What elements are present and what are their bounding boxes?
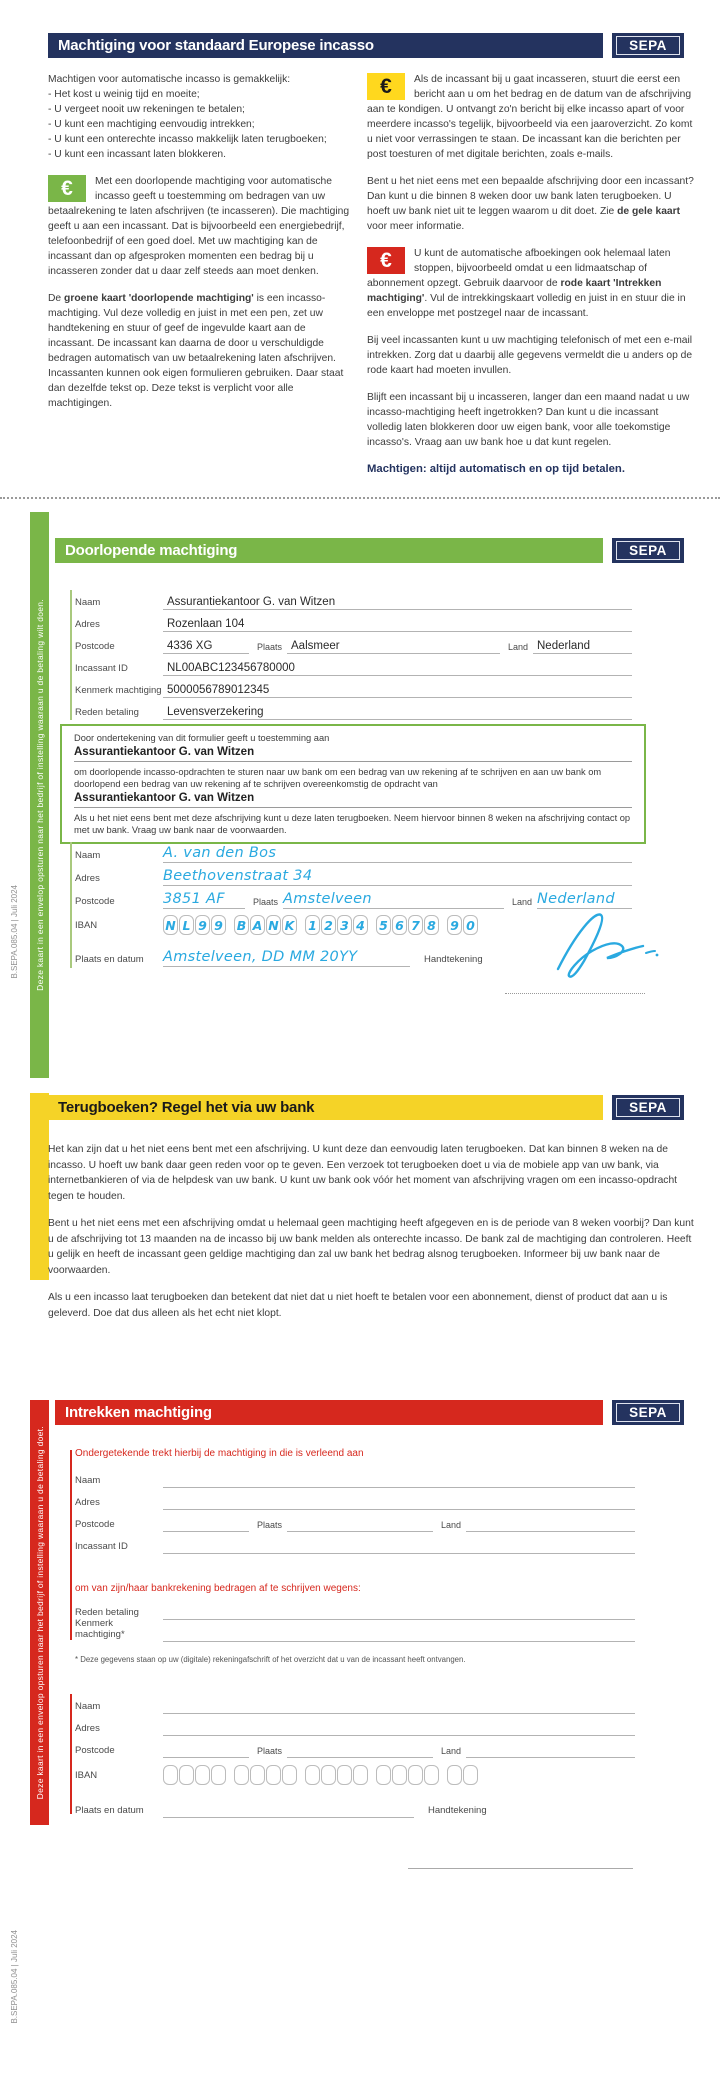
iban-cell[interactable]: L [179,915,194,935]
creditor-postcode-field[interactable]: 4336 XG [163,640,249,654]
withdraw-debtor-naam-field[interactable] [163,1712,635,1714]
euro-icon-green: € [48,175,86,202]
iban-group[interactable] [163,915,227,935]
creditor-land-field[interactable]: Nederland [533,640,632,654]
consent-box: Door ondertekening van dit formulier geeft u toestemming aan Assurantiekantoor G. van Witzen om doorlopende incasso-opdrachten te sturen naar uw bank om een bedrag van uw rekening af te schrijven en aan uw bank om doorlopend een bedrag van uw rekening af te schrijven overeenkomstig de opdracht van Assurantiekantoor G. van Witzen Als u het niet eens bent met deze afschrijving kunt u deze laten terugboeken. Neem hiervoor binnen 8 weken na afschrijving contact op met uw bank. Vraag uw bank naar de voorwaarden. [60,724,646,844]
terugboeken-title-bar [48,1095,603,1120]
paragraph-green-euro: € Met een doorlopende machtiging voor automatische incasso geeft u toestemming om bedragen van uw betaalrekening te laten afschrijven (te incasseren). Die machtiging geeft u aan een incassant. Dat is bijvoorbeeld een energiebedrijf, telefoonbedrijf of een goed doel. Met uw machtiging kan de incassant dan op afgesproken momenten een bedrag bij u incasseren zonder dat u daar zelf steeds aan moet denken. [48,176,350,277]
iban-cell[interactable]: 7 [408,915,423,935]
withdraw-reason-form [75,1598,635,1642]
field-group-rule [70,842,72,968]
iban-cell[interactable] [321,1765,336,1785]
paragraph-yellow-euro: € Als de incassant bij u gaat incasseren, stuurt die eerst een bericht aan u om het bedrag en de datum van de afschrijving aan te kondigen. U ontvangt zo'n bericht bij elke incasso apart of voor meerdere incasso's tegelijk, bijvoorbeeld via een jaaroverzicht. Zo komt u niet voor verrassingen te staan. De incassant kan die berichten per post toesturen of met digitale berichten, zoals e-mails. [367,74,693,160]
iban-cell[interactable]: 3 [337,915,352,935]
sepa-logo: SEPA [612,1400,684,1425]
field-row-adres: Adres [75,1714,635,1736]
field-row-postcode: Postcode Plaats Land [75,1510,635,1532]
creditor-reden-field[interactable]: Levensverzekering [163,706,632,720]
consent-company: Assurantiekantoor G. van Witzen [74,745,632,762]
euro-icon-yellow: € [367,73,405,100]
iban-cell[interactable] [195,1765,210,1785]
bullet-item: - U vergeet nooit uw rekeningen te betalen; [48,104,245,115]
withdraw-signature-line[interactable] [408,1868,633,1869]
field-row-naam: Naam [75,1466,635,1488]
paragraph: Het kan zijn dat u het niet eens bent met een afschrijving. U kunt deze dan eenvoudig laten terugboeken. Dat kan binnen 8 weken na de incasso. U hoeft uw bank daar geen reden voor op te geven. Een verzoek tot terugboeken doet u via de mobiele app van uw bank, via internetbankieren of via de helpdesk van uw bank. U kunt uw bank ook vóór het moment van afschrijving vragen om een incasso-opdracht tegen te houden. [48,1144,678,1202]
intrekken-intro: Ondergetekende trekt hierbij de machtiging in die is verleend aan [75,1448,364,1459]
iban-group[interactable] [163,1765,227,1785]
field-row-plaats-datum: Plaats en datum Handtekening [75,1805,487,1816]
withdraw-plaats-datum-field[interactable] [163,1816,414,1818]
closing-line: Machtigen: altijd automatisch en op tijd betalen. [367,463,625,475]
iban-cell[interactable] [376,1765,391,1785]
intro-right-column [367,72,695,477]
field-row-iban: IBAN N L 9 9 B A N K 1 2 3 4 5 6 7 8 9 0 [75,909,632,941]
iban-group[interactable] [376,1765,440,1785]
field-row-naam: Naam [75,1692,635,1714]
withdraw-debtor-land-field[interactable] [466,1756,635,1758]
withdraw-debtor-postcode-field[interactable] [163,1756,249,1758]
withdraw-adres-field[interactable] [163,1508,635,1510]
iban-group[interactable] [234,1765,298,1785]
creditor-adres-field[interactable]: Rozenlaan 104 [163,618,632,632]
withdraw-incassant-id-field[interactable] [163,1552,635,1554]
creditor-plaats-field[interactable]: Aalsmeer [287,640,500,654]
iban-cell[interactable]: 1 [305,915,320,935]
iban-cell[interactable]: 8 [424,915,439,935]
iban-group[interactable] [305,1765,369,1785]
paragraph-telefonisch: Bij veel incassanten kunt u uw machtiging telefonisch of met een e-mail intrekken. Zorg dat u daarbij alle gegevens vermeldt die u anders op de rode kaart had moeten invullen. [367,335,693,376]
withdraw-debtor-form [75,1692,635,1818]
intro-left-column [48,72,350,423]
signature[interactable] [550,903,660,991]
field-group-rule [70,1694,72,1814]
side-strip-green [30,512,49,1078]
paragraph-red-euro: € U kunt de automatische afboekingen ook helemaal laten stoppen, bijvoorbeeld omdat u een lidmaatschap of abonnement opzegt. Gebruik daarvoor de rode kaart 'Intrekken machtiging'. Vul de intrekkingskaart volledig en juist in en stuur die in een enveloppe met postzegel naar de incassant. [367,248,686,319]
iban-cell[interactable]: N [266,915,281,935]
withdraw-kenmerk-field[interactable] [163,1640,635,1642]
field-row-adres: Adres Beethovenstraat 34 [75,863,632,886]
iban-cell[interactable] [282,1765,297,1785]
withdraw-plaats-field[interactable] [287,1530,433,1532]
iban-cell[interactable] [353,1765,368,1785]
intro-line: Machtigen voor automatische incasso is gemakkelijk: [48,74,291,85]
withdraw-land-field[interactable] [466,1530,635,1532]
iban-cell[interactable] [234,1765,249,1785]
creditor-naam-field[interactable]: Assurantiekantoor G. van Witzen [163,596,632,610]
field-row-postcode: Postcode 3851 AF Plaats Amstelveen Land Nederland [75,886,632,909]
doorlopende-title: Doorlopende machtiging [65,542,238,559]
withdraw-debtor-adres-field[interactable] [163,1734,635,1736]
iban-cell[interactable]: 5 [376,915,391,935]
debtor-land-field[interactable]: Nederland [537,891,632,909]
iban-group[interactable] [447,1765,479,1785]
intrekken-wegens: om van zijn/haar bankrekening bedragen af te schrijven wegens: [75,1583,361,1594]
field-row-reden: Reden betaling [75,1598,635,1620]
sepa-logo: SEPA [612,33,684,58]
iban-cell[interactable] [305,1765,320,1785]
doorlopende-title-bar [55,538,603,563]
consent-company: Assurantiekantoor G. van Witzen [74,791,632,808]
iban-cell[interactable]: 9 [447,915,462,935]
iban-cell[interactable]: 2 [321,915,336,935]
iban-cell[interactable]: 6 [392,915,407,935]
paragraph-blokkeren: Blijft een incassant bij u incasseren, langer dan een maand nadat u uw incasso-machtiging heeft ingetrokken? Dan kunt u die incassant volledig laten blokkeren door uw eigen bank, voor alle toekomstige incasso's. Vraag aan uw bank hoe u dat kunt regelen. [367,392,690,448]
debtor-form [75,840,632,967]
iban-cell[interactable] [179,1765,194,1785]
field-group-rule [70,1450,72,1640]
iban-cell[interactable] [408,1765,423,1785]
terugboeken-title: Terugboeken? Regel het via uw bank [58,1099,315,1116]
bullet-item: - Het kost u weinig tijd en moeite; [48,89,200,100]
iban-cell[interactable] [447,1765,462,1785]
creditor-kenmerk-field[interactable]: 5000056789012345 [163,684,632,698]
field-row-incassant-id: Incassant ID NL00ABC123456780000 [75,654,632,676]
iban-group[interactable] [376,915,440,935]
withdraw-iban-field[interactable] [163,1765,486,1785]
footnote: * Deze gegevens staan op uw (digitale) rekeningafschrift of het overzicht dat u van de incassant heeft ontvangen. [75,1655,466,1664]
bullet-item: - U kunt een incassant laten blokkeren. [48,149,227,160]
debtor-adres-field[interactable]: Beethovenstraat 34 [163,868,632,886]
debtor-plaats-field[interactable]: Amstelveen [283,891,504,909]
iban-cell[interactable] [463,1765,478,1785]
paragraph-gele-kaart: Bent u het niet eens met een bepaalde afschrijving door een incassant? Dan kunt u die binnen 8 weken door uw bank laten terugboeken. U hoeft uw bank niet uit te leggen waarom u dit doet. Zie de gele kaart voor meer informatie. [367,176,694,232]
bullet-item: - U kunt een onterechte incasso makkelijk laten terugboeken; [48,134,327,145]
field-row-plaats-datum: Plaats en datum Amstelveen, DD MM 20YY Handtekening [75,949,483,965]
terugboeken-body [48,1142,698,1333]
bullet-item: - U kunt een machtiging eenvoudig intrekken; [48,119,255,130]
iban-group[interactable] [447,915,479,935]
dotted-divider [0,497,720,499]
signature-line[interactable] [505,993,645,994]
sepa-logo: SEPA [612,538,684,563]
intro-title: Machtiging voor standaard Europese incasso [58,37,374,54]
field-row-naam: Naam A. van den Bos [75,840,632,863]
euro-icon-red: € [367,247,405,274]
side-strip-red-text: Deze kaart in een envelop opsturen naar het bedrijf of instelling waaraan u de betaling doet. [34,1425,45,1800]
sepa-logo: SEPA [612,1095,684,1120]
debtor-naam-field[interactable]: A. van den Bos [163,845,632,863]
creditor-form [75,588,632,720]
intrekken-title-bar [55,1400,603,1425]
side-strip-green-text: Deze kaart in een envelop opsturen naar het bedrijf of instelling waaraan u de betaling wilt doen. [34,599,45,991]
field-row-adres: Adres Rozenlaan 104 [75,610,632,632]
iban-cell[interactable] [424,1765,439,1785]
debtor-postcode-field[interactable]: 3851 AF [163,891,245,909]
form-code-vertical: B.SEPA.085.04 | Juli 2024 [10,1930,19,2024]
withdraw-naam-field[interactable] [163,1486,635,1488]
field-row-kenmerk: Kenmerk machtiging 5000056789012345 [75,676,632,698]
iban-cell[interactable] [266,1765,281,1785]
paragraph: Bent u het niet eens met een afschrijving omdat u helemaal geen machtiging heeft afgegeven en is de periode van 8 weken voorbij? Dan kunt u de afschrijving tot 13 maanden na de incasso bij uw bank melden als onterechte incasso. De bank zal de machtiging dan controleren. Heeft u gelijk en heeft de incassant geen geldige machtiging dan zal uw bank het bedrag alsnog terugboeken. Informeer bij uw bank naar de voorwaarden. [48,1218,694,1276]
iban-group[interactable] [305,915,369,935]
field-row-postcode: Postcode Plaats Land [75,1736,635,1758]
iban-cell[interactable] [392,1765,407,1785]
field-row-kenmerk: Kenmerk machtiging* [75,1620,635,1642]
debtor-plaats-datum-field[interactable]: Amstelveen, DD MM 20YY [163,949,410,967]
field-row-iban: IBAN [75,1758,635,1792]
side-strip-red [30,1400,49,1825]
iban-cell[interactable] [163,1765,178,1785]
form-code-vertical: B.SEPA.085.04 | Juli 2024 [10,885,19,979]
iban-cell[interactable]: 4 [353,915,368,935]
field-row-adres: Adres [75,1488,635,1510]
iban-cell[interactable]: A [250,915,265,935]
iban-cell[interactable]: 9 [195,915,210,935]
intro-title-bar [48,33,603,58]
withdraw-postcode-field[interactable] [163,1530,249,1532]
withdraw-creditor-form [75,1466,635,1554]
iban-cell[interactable]: N [163,915,178,935]
paragraph-green-card: De groene kaart 'doorlopende machtiging' is een incasso-machtiging. Vul deze volledig en juist in met een pen, zet uw handtekening en stuur of geef de ingevulde kaart aan de incassant. De incassant kan daarna de door u verschuldigde bedragen automatisch van uw betaalrekening laten afschrijven. Incassanten kunnen ook eigen formulieren gebruiken. Daar staat dan dezelfde tekst op. Deze tekst is verplicht voor alle machtigingen. [48,293,344,409]
field-group-rule [70,590,72,720]
field-row-postcode: Postcode 4336 XG Plaats Aalsmeer Land Nederland [75,632,632,654]
field-row-incassant-id: Incassant ID [75,1532,635,1554]
iban-group[interactable] [234,915,298,935]
iban-cell[interactable] [250,1765,265,1785]
withdraw-reden-field[interactable] [163,1618,635,1620]
iban-cell[interactable] [337,1765,352,1785]
side-strip-yellow [30,1093,49,1280]
field-row-naam: Naam Assurantiekantoor G. van Witzen [75,588,632,610]
iban-cell[interactable]: B [234,915,249,935]
debtor-iban-field[interactable] [163,915,486,935]
iban-cell[interactable] [211,1765,226,1785]
field-row-reden: Reden betaling Levensverzekering [75,698,632,720]
iban-cell[interactable]: 9 [211,915,226,935]
iban-cell[interactable]: 0 [463,915,478,935]
paragraph: Als u een incasso laat terugboeken dan betekent dat niet dat u niet hoeft te betalen voor een abonnement, dienst of product dat aan u is geleverd. Doe dat dus alleen als het echt niet klopt. [48,1292,668,1319]
intrekken-title: Intrekken machtiging [65,1404,212,1421]
creditor-incassant-id-field[interactable]: NL00ABC123456780000 [163,662,632,676]
iban-cell[interactable]: K [282,915,297,935]
withdraw-debtor-plaats-field[interactable] [287,1756,433,1758]
